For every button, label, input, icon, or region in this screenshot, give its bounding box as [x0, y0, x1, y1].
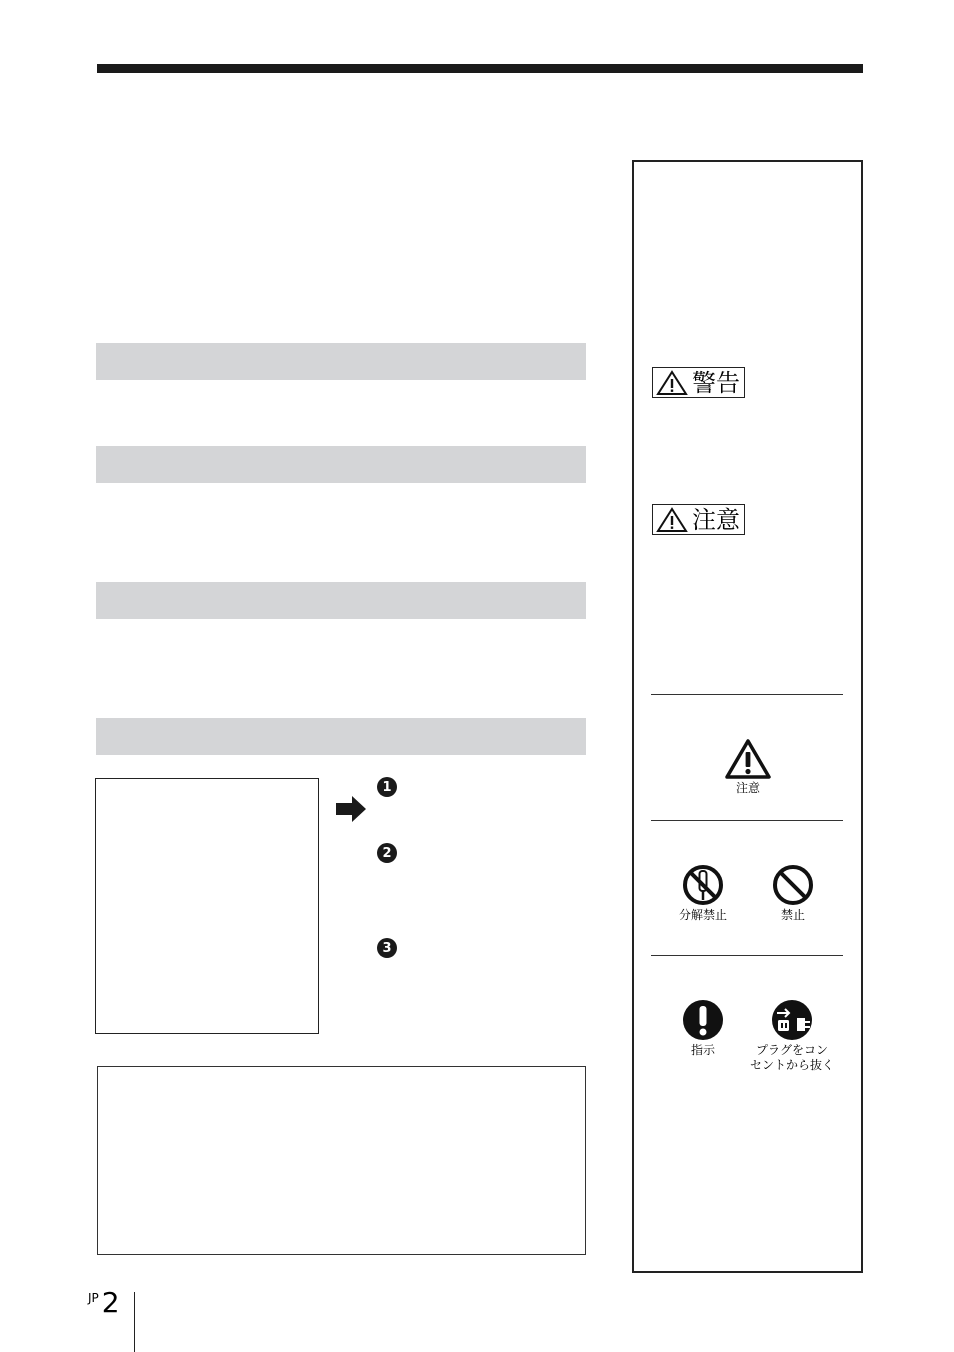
- page-number: [88, 1287, 120, 1319]
- page-margin-line: [134, 1292, 135, 1352]
- prohibited-caption: 禁止: [780, 908, 805, 922]
- caution-label-text: 注意: [692, 505, 740, 534]
- prohibited-icon: [772, 864, 814, 906]
- section-bar-1: [96, 343, 586, 380]
- step-2-number: 2: [377, 843, 397, 863]
- caution-symbol-icon: [724, 738, 772, 780]
- caution-symbol-caption: 注意: [735, 781, 760, 795]
- section-bar-2: [96, 446, 586, 483]
- top-rule: [97, 64, 863, 73]
- warning-label: [652, 367, 745, 398]
- step-3-number: 3: [377, 938, 397, 958]
- warning-triangle-icon: [656, 370, 688, 396]
- section-bar-4: [96, 718, 586, 755]
- caution-label: [652, 504, 745, 535]
- flow-box: [95, 778, 319, 1034]
- note-box: [97, 1066, 586, 1255]
- no-disassembly-icon: [682, 864, 724, 906]
- sidebar-divider-2: [651, 820, 843, 821]
- caution-triangle-icon: [656, 507, 688, 533]
- instruction-caption: 指示: [690, 1043, 715, 1057]
- warning-label-text: 警告: [692, 368, 740, 397]
- safety-sidebar: [632, 160, 863, 1273]
- instruction-icon: [682, 999, 724, 1041]
- sidebar-divider-1: [651, 694, 843, 695]
- page-number-value: 2: [101, 1286, 120, 1319]
- unplug-caption: プラグをコン セントから抜く: [749, 1043, 834, 1072]
- section-bar-3: [96, 582, 586, 619]
- page-lang-prefix: JP: [88, 1291, 99, 1305]
- sidebar-divider-3: [651, 955, 843, 956]
- unplug-icon: [771, 999, 813, 1041]
- arrow-right-icon: [336, 796, 368, 822]
- step-1-number: 1: [377, 777, 397, 797]
- no-disassembly-caption: 分解禁止: [678, 908, 727, 922]
